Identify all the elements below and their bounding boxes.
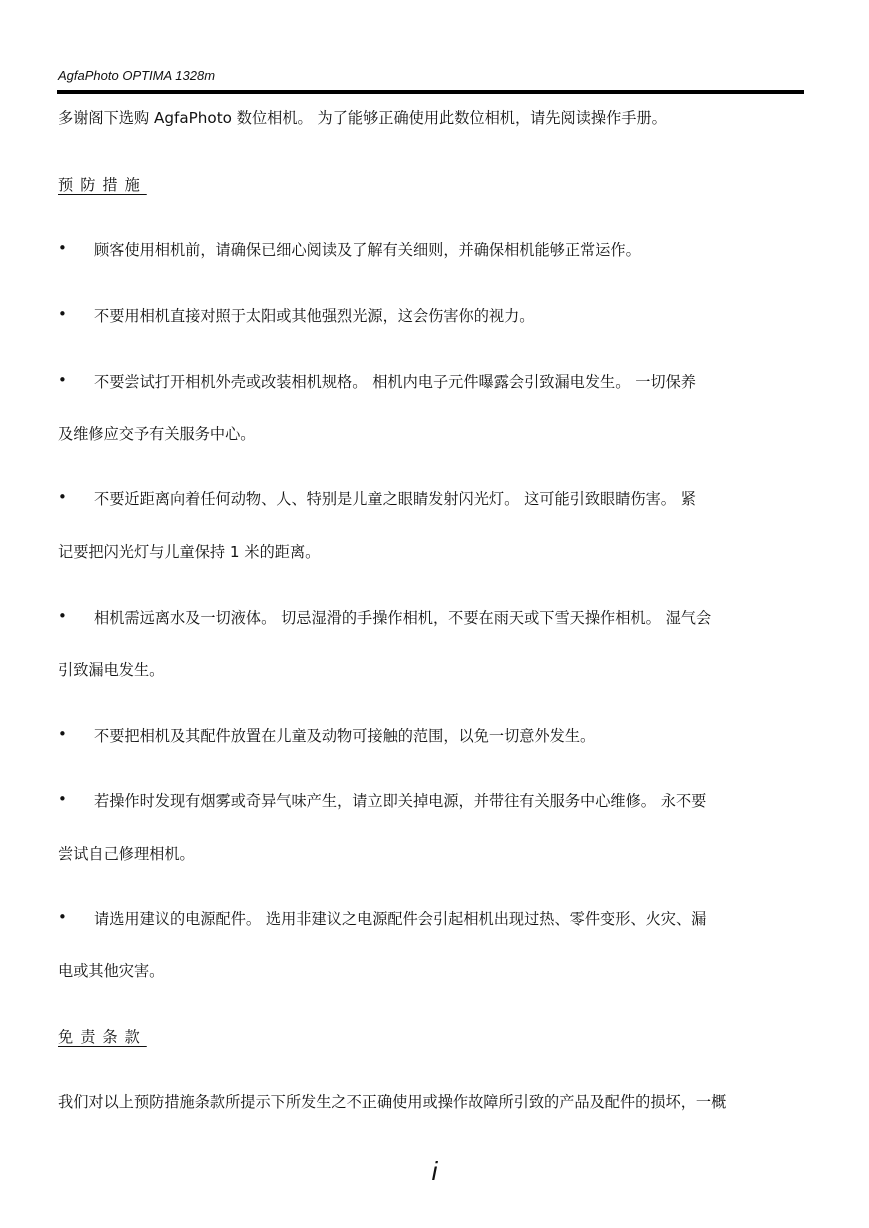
bullet-icon: • xyxy=(58,239,67,257)
bullet-icon: • xyxy=(58,790,67,808)
document-header: AgfaPhoto OPTIMA 1328m xyxy=(58,68,216,83)
precaution-item-6: 不要把相机及其配件放置在儿童及动物可接触的范围，以免一切意外发生。 xyxy=(94,727,596,745)
header-rule xyxy=(57,90,804,94)
precaution-item-8: 请选用建议的电源配件。 选用非建议之电源配件会引起相机出现过热、零件变形、火灾、漏 xyxy=(94,910,707,928)
disclaimer-paragraph: 我们对以上预防措施条款所提示下所发生之不正确使用或操作故障所引致的产品及配件的损坏，一概 xyxy=(58,1093,727,1111)
disclaimer-heading: 免责条款 xyxy=(58,1028,147,1046)
precaution-item-3-cont: 及维修应交予有关服务中心。 xyxy=(58,425,256,443)
precaution-item-5: 相机需远离水及一切液体。 切忌湿滑的手操作相机，不要在雨天或下雪天操作相机。 湿气会 xyxy=(94,609,712,627)
precaution-item-3: 不要尝试打开相机外壳或改装相机规格。 相机内电子元件曝露会引致漏电发生。 一切保养 xyxy=(94,373,696,391)
precaution-item-8-cont: 电或其他灾害。 xyxy=(58,962,165,980)
intro-paragraph: 多谢阁下选购 AgfaPhoto 数位相机。 为了能够正确使用此数位相机，请先阅读操作手册。 xyxy=(58,109,667,127)
precautions-heading: 预防措施 xyxy=(58,176,147,194)
precaution-item-4-cont: 记要把闪光灯与儿童保持 1 米的距离。 xyxy=(58,543,321,561)
bullet-icon: • xyxy=(58,908,67,926)
bullet-icon: • xyxy=(58,305,67,323)
precaution-item-5-cont: 引致漏电发生。 xyxy=(58,661,165,679)
page-number: i xyxy=(431,1156,438,1186)
precaution-item-7-cont: 尝试自己修理相机。 xyxy=(58,845,195,863)
precaution-item-1: 顾客使用相机前，请确保已细心阅读及了解有关细则，并确保相机能够正常运作。 xyxy=(94,241,641,259)
bullet-icon: • xyxy=(58,371,67,389)
precaution-item-7: 若操作时发现有烟雾或奇异气味产生，请立即关掉电源，并带往有关服务中心维修。 永不要 xyxy=(94,792,707,810)
bullet-icon: • xyxy=(58,488,67,506)
precaution-item-2: 不要用相机直接对照于太阳或其他强烈光源，这会伤害你的视力。 xyxy=(94,307,535,325)
bullet-icon: • xyxy=(58,607,67,625)
bullet-icon: • xyxy=(58,725,67,743)
precaution-item-4: 不要近距离向着任何动物、人、特别是儿童之眼睛发射闪光灯。 这可能引致眼睛伤害。 紧 xyxy=(94,490,696,508)
